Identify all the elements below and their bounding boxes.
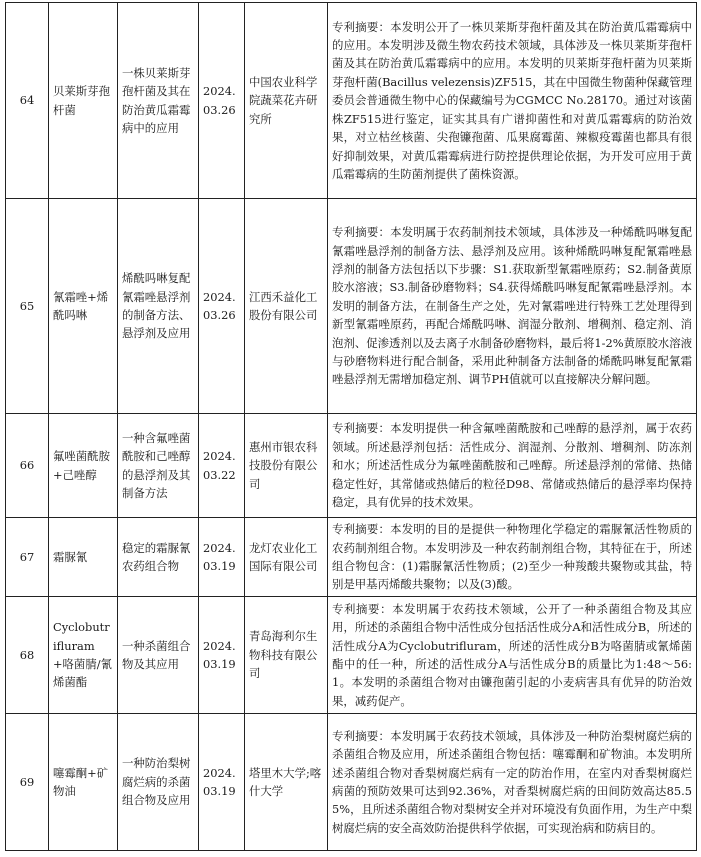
applicant: 塔里木大学;喀什大学 — [245, 714, 328, 851]
table-row — [6, 199, 697, 414]
table-row — [6, 714, 697, 851]
active-ingredient: Cyclobutrifluram+咯菌腈/氰烯菌酯 — [49, 597, 118, 714]
row-number: 65 — [6, 199, 49, 414]
publication-date: 2024.03.22 — [199, 414, 245, 518]
patent-title: 一种含氟唑菌酰胺和己唑醇的悬浮剂及其制备方法 — [118, 414, 199, 518]
publication-date: 2024.03.26 — [199, 3, 245, 199]
row-number: 68 — [6, 597, 49, 714]
patent-table — [5, 2, 697, 851]
table-row — [6, 414, 697, 518]
active-ingredient: 霜脲氰 — [49, 518, 118, 597]
row-number: 66 — [6, 414, 49, 518]
publication-date: 2024.03.19 — [199, 597, 245, 714]
active-ingredient: 噻霉酮+矿物油 — [49, 714, 118, 851]
patent-title: 一种防治梨树腐烂病的杀菌组合物及应用 — [118, 714, 199, 851]
patent-title: 稳定的霜脲氰农药组合物 — [118, 518, 199, 597]
table-row — [6, 3, 697, 199]
publication-date: 2024.03.19 — [199, 518, 245, 597]
row-number: 69 — [6, 714, 49, 851]
applicant: 惠州市银农科技股份有限公司 — [245, 414, 328, 518]
patent-title: 烯酰吗啉复配氰霜唑悬浮剂的制备方法、悬浮剂及应用 — [118, 199, 199, 414]
active-ingredient: 贝莱斯芽孢杆菌 — [49, 3, 118, 199]
row-number: 67 — [6, 518, 49, 597]
patent-title: 一株贝莱斯芽孢杆菌及其在防治黄瓜霜霉病中的应用 — [118, 3, 199, 199]
applicant: 江西禾益化工股份有限公司 — [245, 199, 328, 414]
applicant: 龙灯农业化工国际有限公司 — [245, 518, 328, 597]
patent-abstract: 专利摘要：本发明属于农药技术领域，具体涉及一种防治梨树腐烂病的杀菌组合物及应用，所述杀菌组合物包括：噻霉酮和矿物油。本发明所述杀菌组合物对香梨树腐烂病有一定的防治作用，在室内对香梨树腐烂病菌的预防效果可达到92.36%，对香梨树腐烂病的田间防效高达85.55%，且所述杀菌组合物对梨树安全并对环境没有负面作用，为生产中梨树腐烂病的安全高效防治提供科学依据，可实现治病和防病目的。 — [328, 714, 697, 851]
active-ingredient: 氟唑菌酰胺+己唑醇 — [49, 414, 118, 518]
applicant: 青岛海利尔生物科技有限公司 — [245, 597, 328, 714]
patent-abstract: 专利摘要：本发明属于农药制剂技术领域，具体涉及一种烯酰吗啉复配氰霜唑悬浮剂的制备方法、悬浮剂及应用。该种烯酰吗啉复配氰霜唑悬浮剂的制备方法包括以下步骤：S1.获取新型氰霜唑原药；S2.制备黄原胶水溶液；S3.制备砂磨物料；S4.获得烯酰吗啉复配氰霜唑悬浮剂。本发明的制备方法，在制备生产之处，先对氰霜唑进行特殊工艺处理得到新型氰霜唑原药，再配合烯酰吗啉、润湿分散剂、增稠剂、稳定剂、消泡剂、促渗透剂以及去离子水制备砂磨物料，最后将1-2%黄原胶水溶液与砂磨物料进行配合制备，采用此种制备方法制备的烯酰吗啉复配氰霜唑悬浮剂无需增加稳定剂、调节PH值就可以直接解决分解问题。 — [328, 199, 697, 414]
active-ingredient: 氰霜唑+烯酰吗啉 — [49, 199, 118, 414]
table-row — [6, 518, 697, 597]
publication-date: 2024.03.19 — [199, 714, 245, 851]
patent-abstract: 专利摘要：本发明公开了一株贝莱斯芽孢杆菌及其在防治黄瓜霜霉病中的应用。本发明涉及微生物农药技术领域，具体涉及一株贝莱斯芽孢杆菌及其在防治黄瓜霜霉病中的应用。本发明的贝莱斯芽孢杆菌为贝莱斯芽孢杆菌(Bacillus velezensis)ZF515，其在中国微生物菌种保藏管理委员会普通微生物中心的保藏编号为CGMCC No.28170。通过对该菌株ZF515进行鉴定，证实其具有广谱抑菌性和对黄瓜霜霉病的防治效果，对立枯丝核菌、尖孢镰孢菌、瓜果腐霉菌、辣椒疫霉菌也都具有很好抑制效果，对黄瓜霜霉病进行防控提供理论依据，为开发可应用于黄瓜霜霉病的生防菌剂提供了菌株资源。 — [328, 3, 697, 199]
patent-title: 一种杀菌组合物及其应用 — [118, 597, 199, 714]
publication-date: 2024.03.26 — [199, 199, 245, 414]
applicant: 中国农业科学院蔬菜花卉研究所 — [245, 3, 328, 199]
table-row — [6, 597, 697, 714]
row-number: 64 — [6, 3, 49, 199]
patent-abstract: 专利摘要：本发明属于农药技术领域，公开了一种杀菌组合物及其应用，所述的杀菌组合物中活性成分包括活性成分A和活性成分B，所述的活性成分A为Cyclobutrifluram，所述的活性成分B为咯菌腈或氰烯菌酯中的任一种，所述的活性成分A与活性成分B的质量比为1:48～56:1。本发明的杀菌组合物对由镰孢菌引起的小麦病害具有优异的防治效果，减药促产。 — [328, 597, 697, 714]
patent-abstract: 专利摘要：本发明的目的是提供一种物理化学稳定的霜脲氰活性物质的农药制剂组合物。本发明涉及一种农药制剂组合物，其特征在于，所述组合物包含：(1)霜脲氰活性物质；(2)至少一种羧酸共聚物或其盐，特别是甲基丙烯酸共聚物；以及(3)酸。 — [328, 518, 697, 597]
patent-abstract: 专利摘要：本发明提供一种含氟唑菌酰胺和己唑醇的悬浮剂，属于农药领域。所述悬浮剂包括：活性成分、润湿剂、分散剂、增稠剂、防冻剂和水；所述活性成分为氟唑菌酰胺和己唑醇。所述悬浮剂的常储、热储稳定性好，其常储或热储后的粒径D98、常储或热储后的悬浮率均保持稳定，具有优异的技术效果。 — [328, 414, 697, 518]
